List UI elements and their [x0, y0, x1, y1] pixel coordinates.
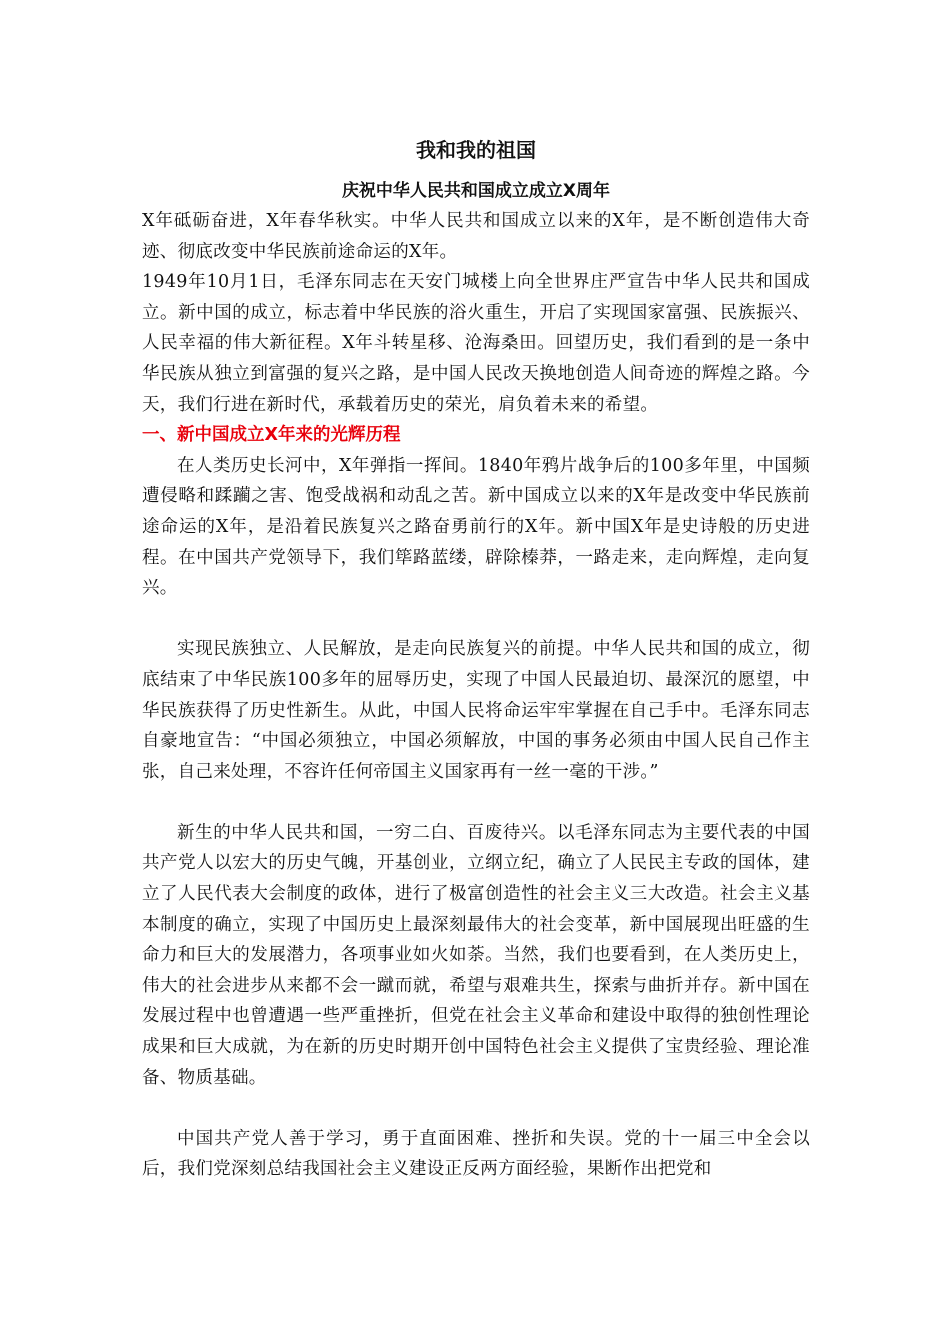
- body-paragraph: 实现民族独立、人民解放，是走向民族复兴的前提。中华人民共和国的成立，彻底结束了中华民族100多年的屈辱历史，实现了中国人民最迫切、最深沉的愿望，中华民族获得了历史性新生。从此，中国人民将命运牢牢掌握在自己手中。毛泽东同志自豪地宣告：“中国必须独立，中国必须解放，中国的事务必须由中国人民自己作主张，自己来处理，不容许任何帝国主义国家再有一丝一毫的干涉。”: [142, 639, 810, 782]
- body-paragraph: 在人类历史长河中，X年弹指一挥间。1840年鸦片战争后的100多年里，中国频遭侵略和蹂躏之害、饱受战祸和动乱之苦。新中国成立以来的X年是改变中华民族前途命运的X年，是沿着民族复兴之路奋勇前行的X年。新中国X年是史诗般的历史进程。在中国共产党领导下，我们筚路蓝缕，辟除榛莽，一路走来，走向辉煌，走向复兴。: [142, 455, 810, 599]
- body-paragraph: 新生的中华人民共和国，一穷二白、百废待兴。以毛泽东同志为主要代表的中国共产党人以宏大的历史气魄，开基创业，立纲立纪，确立了人民民主专政的国体，建立了人民代表大会制度的政体，进行了极富创造性的社会主义三大改造。社会主义基本制度的确立，实现了中国历史上最深刻最伟大的社会变革，新中国展现出旺盛的生命力和巨大的发展潜力，各项事业如火如荼。当然，我们也要看到，在人类历史上，伟大的社会进步从来都不会一蹴而就，希望与艰难共生，探索与曲折并存。新中国在发展过程中也曾遭遇一些严重挫折，但党在社会主义革命和建设中取得的独创性理论成果和巨大成就，为在新的历史时期开创中国特色社会主义提供了宝贵经验、理论准备、物质基础。: [142, 822, 810, 1088]
- document-page: [142, 132, 810, 1185]
- intro-paragraph: 1949年10月1日，毛泽东同志在天安门城楼上向全世界庄严宣告中华人民共和国成立。新中国的成立，标志着中华民族的浴火重生，开启了实现国家富强、民族振兴、人民幸福的伟大新征程。X年斗转星移、沧海桑田。回望历史，我们看到的是一条中华民族从独立到富强的复兴之路，是中国人民改天换地创造人间奇迹的辉煌之路。今天，我们行进在新时代，承载着历史的荣光，肩负着未来的希望。: [142, 272, 810, 415]
- section-heading: 一、新中国成立X年来的光辉历程: [142, 425, 401, 446]
- document-subtitle: 庆祝中华人民共和国成立成立X周年: [341, 181, 611, 201]
- document-title: 我和我的祖国: [416, 138, 536, 162]
- body-paragraph: 中国共产党人善于学习，勇于直面困难、挫折和失误。党的十一届三中全会以后，我们党深刻总结我国社会主义建设正反两方面经验，果断作出把党和: [142, 1128, 810, 1180]
- paragraph-spacer: [142, 604, 810, 635]
- paragraph-spacer: [142, 1093, 810, 1124]
- intro-paragraph: X年砥砺奋进，X年春华秋实。中华人民共和国成立以来的X年，是不断创造伟大奇迹、彻底改变中华民族前途命运的X年。: [142, 211, 810, 262]
- paragraph-spacer: [142, 787, 810, 818]
